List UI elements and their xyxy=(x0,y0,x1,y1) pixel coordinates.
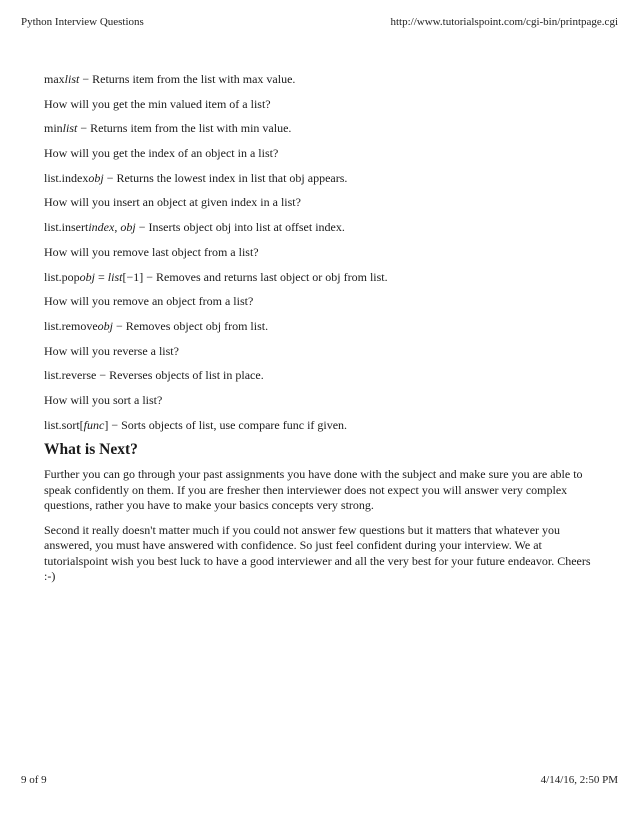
max-description: maxlist − Returns item from the list with max value. xyxy=(44,72,296,86)
page-title: Python Interview Questions xyxy=(21,16,144,28)
question-insert: How will you insert an object at given index in a list? xyxy=(44,195,301,210)
print-footer xyxy=(21,774,618,786)
paragraph-second: Second it really doesn't matter much if you could not answer few questions but it matters that whatever you answered, you must have answered with confidence. So just feel confident during your interview. We at tutorialspoint wish you best luck to have a good interviewer and all the very best for your future endeavor. Cheers :-) xyxy=(44,522,591,584)
print-datetime: 4/14/16, 2:50 PM xyxy=(540,774,618,786)
index-description: list.indexobj − Returns the lowest index in list that obj appears. xyxy=(44,170,348,185)
pop-description: list.popobj = list[−1] − Removes and returns last object or obj from list. xyxy=(44,269,388,284)
question-reverse: How will you reverse a list? xyxy=(44,343,179,358)
question-remove: How will you remove an object from a list? xyxy=(44,294,254,309)
paragraph-further: Further you can go through your past assignments you have done with the subject and make sure you are able to speak confidently on them. If you are fresher then interviewer does not expect you will answer very complex questions, rather you have to make your basics concepts very strong. xyxy=(44,467,583,513)
page-url: http://www.tutorialspoint.com/cgi-bin/printpage.cgi xyxy=(390,16,618,28)
print-header xyxy=(21,16,618,28)
min-description: minlist − Returns item from the list with min value. xyxy=(44,121,292,136)
page-number: 9 of 9 xyxy=(21,774,47,786)
reverse-description: list.reverse − Reverses objects of list in place. xyxy=(44,368,264,383)
question-index: How will you get the index of an object in a list? xyxy=(44,146,279,161)
page-content xyxy=(44,71,600,594)
sort-description: list.sort[func] − Sorts objects of list, use compare func if given. xyxy=(44,417,348,432)
question-pop: How will you remove last object from a list? xyxy=(44,244,259,259)
question-sort: How will you sort a list? xyxy=(44,392,163,407)
question-min: How will you get the min valued item of a list? xyxy=(44,96,271,111)
remove-description: list.removeobj − Removes object obj from list. xyxy=(44,318,269,333)
insert-description: list.insertindex, obj − Inserts object obj into list at offset index. xyxy=(44,220,345,235)
section-heading-what-is-next: What is Next? xyxy=(44,441,138,459)
